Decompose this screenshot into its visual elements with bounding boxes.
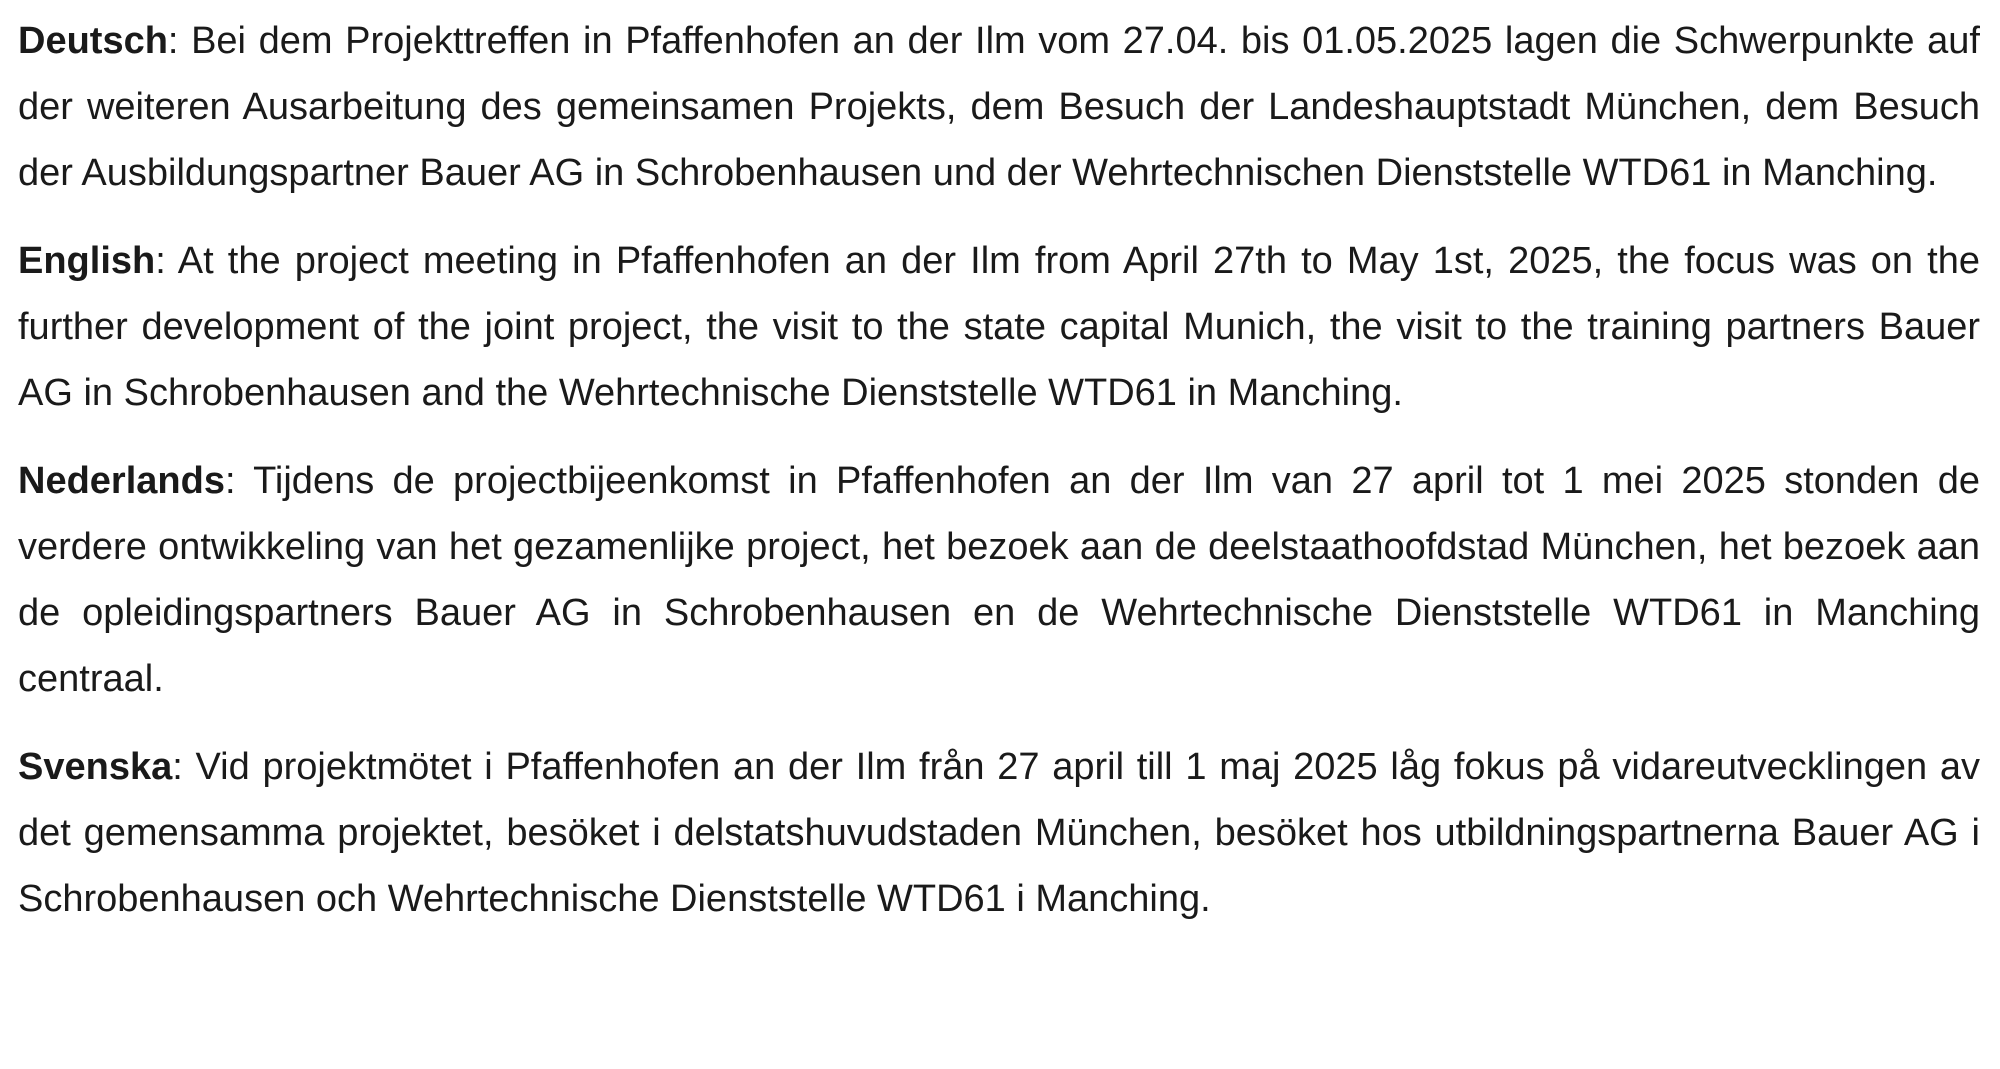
paragraph-text-german: : Bei dem Projekttreffen in Pfaffenhofen an der Ilm vom 27.04. bis 01.05.2025 lagen die Schwerpunkte auf der weiteren Ausarbeitung des gemeinsamen Projekts, dem Besuch der Landeshauptstadt München, dem Besuch der Ausbildungspartner Bauer AG in Schrobenhausen und der Wehrtechnischen Dienststelle WTD61 in Manching. bbox=[18, 20, 1980, 194]
paragraph-english bbox=[18, 228, 1980, 426]
document-body bbox=[18, 8, 1980, 954]
language-label-german: Deutsch bbox=[18, 20, 168, 62]
paragraph-text-swedish: : Vid projektmötet i Pfaffenhofen an der Ilm från 27 april till 1 maj 2025 låg fokus på vidareutvecklingen av det gemensamma projektet, besöket i delstatshuvudstaden München, besöket hos utbildningspartnerna Bauer AG i Schrobenhausen och Wehrtechnische Dienststelle WTD61 i Manching. bbox=[18, 746, 1980, 920]
language-label-english: English bbox=[18, 240, 156, 282]
paragraph-german bbox=[18, 8, 1980, 206]
paragraph-swedish bbox=[18, 734, 1980, 932]
paragraph-dutch bbox=[18, 448, 1980, 712]
language-label-swedish: Svenska bbox=[18, 746, 173, 788]
paragraph-text-dutch: : Tijdens de projectbijeenkomst in Pfaffenhofen an der Ilm van 27 april tot 1 mei 2025 stonden de verdere ontwikkeling van het gezamenlijke project, het bezoek aan de deelstaathoofdstad München, het bezoek aan de opleidingspartners Bauer AG in Schrobenhausen en de Wehrtechnische Dienststelle WTD61 in Manching centraal. bbox=[18, 460, 1980, 700]
paragraph-text-english: : At the project meeting in Pfaffenhofen an der Ilm from April 27th to May 1st, 2025, the focus was on the further development of the joint project, the visit to the state capital Munich, the visit to the training partners Bauer AG in Schrobenhausen and the Wehrtechnische Dienststelle WTD61 in Manching. bbox=[18, 240, 1980, 414]
language-label-dutch: Nederlands bbox=[18, 460, 225, 502]
